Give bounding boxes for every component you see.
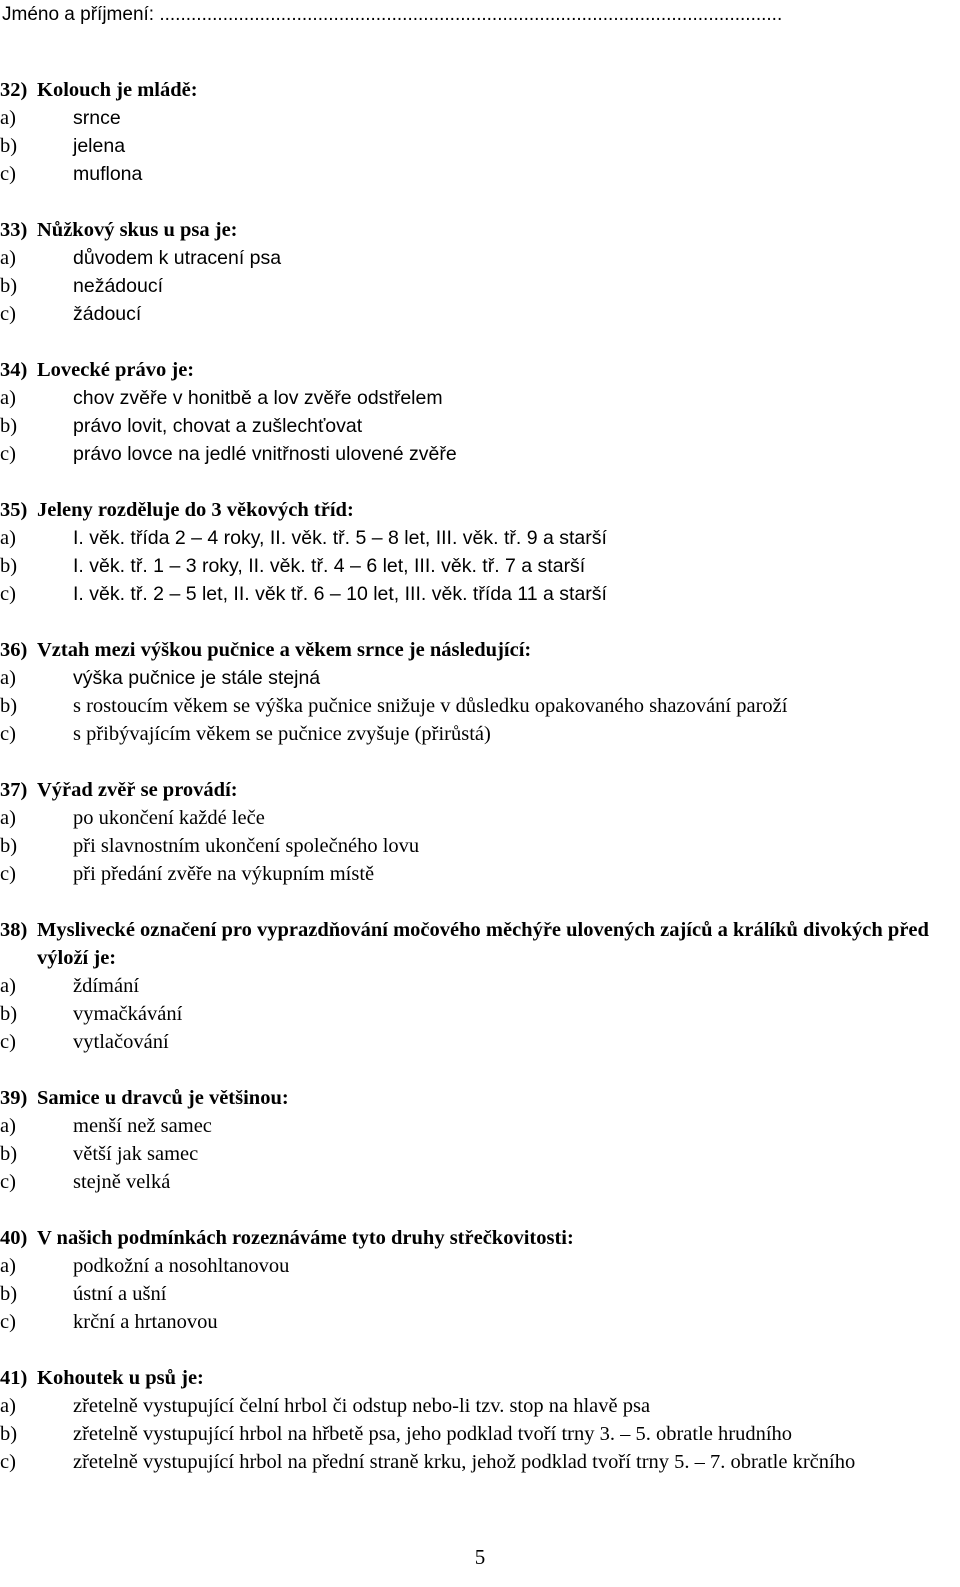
option-text: stejně velká [73,1171,171,1193]
question-title [0,356,958,384]
option-text: I. věk. třída 2 – 4 roky, II. věk. tř. 5 – 8 let, III. věk. tř. 9 a starší [73,527,607,549]
option-letter: c) [0,443,16,465]
question-text: Jeleny rozděluje do 3 věkových tříd: [37,499,354,521]
answer-option [0,832,958,860]
option-letter: b) [0,1003,18,1025]
answer-option [0,1000,958,1028]
option-text: I. věk. tř. 1 – 3 roky, II. věk. tř. 4 – 6 let, III. věk. tř. 7 a starší [73,555,586,577]
answer-option [0,1140,958,1168]
option-text: jelena [73,135,126,157]
answer-option [0,300,958,328]
name-field-label: Jméno a příjmení: ...................................................................................................................... [2,4,783,25]
option-text: ždímání [73,975,140,997]
option-letter: a) [0,975,16,997]
option-text: zřetelně vystupující čelní hrbol či odstup nebo-li tzv. stop na hlavě psa [73,1395,651,1417]
option-letter: c) [0,863,16,885]
option-text: muflona [73,163,143,185]
answer-option [0,1028,958,1056]
option-letter: b) [0,135,18,157]
option-letter: b) [0,1423,18,1445]
option-text: při předání zvěře na výkupním místě [73,863,375,885]
option-text: výška pučnice je stále stejná [73,667,321,689]
option-text: důvodem k utracení psa [73,247,282,269]
answer-option [0,1308,958,1336]
answer-option [0,440,958,468]
question-list [0,76,958,1504]
question-number: 37) [0,779,28,801]
option-letter: a) [0,247,16,269]
question-number: 41) [0,1367,28,1389]
question-number: 32) [0,79,28,101]
question-text: Výřad zvěř se provádí: [37,779,238,801]
option-letter: c) [0,1451,16,1473]
option-text: vytlačování [73,1031,169,1053]
question-number: 40) [0,1227,28,1249]
question-block [0,636,958,748]
question-text: Nůžkový skus u psa je: [37,219,238,241]
question-number: 39) [0,1087,28,1109]
question-block [0,916,958,1056]
question-text: Kolouch je mládě: [37,79,198,101]
question-title [0,1084,958,1112]
option-text: nežádoucí [73,275,163,297]
answer-option [0,972,958,1000]
option-letter: c) [0,723,16,745]
answer-option [0,1112,958,1140]
option-letter: b) [0,1143,18,1165]
answer-option [0,1448,958,1476]
question-block [0,76,958,188]
answer-option [0,580,958,608]
option-letter: c) [0,1311,16,1333]
question-title [0,496,958,524]
answer-option [0,524,958,552]
option-text: podkožní a nosohltanovou [73,1255,290,1277]
question-block [0,1084,958,1196]
question-number: 35) [0,499,28,521]
answer-option [0,1392,958,1420]
question-number: 33) [0,219,28,241]
option-text: větší jak samec [73,1143,199,1165]
question-text: Samice u dravců je většinou: [37,1087,289,1109]
option-letter: a) [0,667,16,689]
option-text: právo lovit, chovat a zušlechťovat [73,415,363,437]
option-text: chov zvěře v honitbě a lov zvěře odstřelem [73,387,443,409]
option-letter: a) [0,527,16,549]
option-letter: b) [0,555,18,577]
option-text: s přibývajícím věkem se pučnice zvyšuje (přirůstá) [73,723,491,745]
answer-option [0,412,958,440]
option-letter: a) [0,1395,16,1417]
question-block [0,776,958,888]
answer-option [0,160,958,188]
option-text: zřetelně vystupující hrbol na hřbetě psa, jeho podklad tvoří trny 3. – 5. obratle hrudního [73,1423,793,1445]
option-text: I. věk. tř. 2 – 5 let, II. věk tř. 6 – 10 let, III. věk. třída 11 a starší [73,583,607,605]
question-text: Lovecké právo je: [37,359,195,381]
question-title [0,1364,958,1392]
question-title [0,216,958,244]
option-letter: c) [0,1171,16,1193]
answer-option [0,1252,958,1280]
option-text: ústní a ušní [73,1283,167,1305]
answer-option [0,1280,958,1308]
question-block [0,216,958,328]
answer-option [0,804,958,832]
option-letter: b) [0,1283,18,1305]
option-text: srnce [73,107,121,129]
answer-option [0,552,958,580]
answer-option [0,244,958,272]
answer-option [0,664,958,692]
question-text: V našich podmínkách rozeznáváme tyto druhy střečkovitosti: [37,1227,574,1249]
option-text: krční a hrtanovou [73,1311,218,1333]
page-number: 5 [474,1545,486,1569]
question-number: 34) [0,359,28,381]
answer-option [0,720,958,748]
question-title [0,776,958,804]
answer-option [0,272,958,300]
option-letter: c) [0,1031,16,1053]
question-number: 36) [0,639,28,661]
answer-option [0,104,958,132]
option-text: zřetelně vystupující hrbol na přední straně krku, jehož podklad tvoří trny 5. – 7. obratle krčního [73,1451,856,1473]
option-text: právo lovce na jedlé vnitřnosti ulovené zvěře [73,443,457,465]
question-title [0,636,958,664]
option-text: menší než samec [73,1115,212,1137]
question-title [0,916,958,972]
option-text: vymačkávání [73,1003,183,1025]
question-block [0,356,958,468]
answer-option [0,384,958,412]
question-block [0,1364,958,1476]
option-letter: c) [0,303,16,325]
answer-option [0,1168,958,1196]
question-number: 38) [0,919,28,941]
option-letter: a) [0,387,16,409]
option-text: žádoucí [73,303,142,325]
option-letter: b) [0,695,18,717]
question-text: Vztah mezi výškou pučnice a věkem srnce je následující: [37,639,532,661]
question-title [0,76,958,104]
option-text: po ukončení každé leče [73,807,265,829]
option-letter: b) [0,415,18,437]
option-letter: a) [0,107,16,129]
option-text: s rostoucím věkem se výška pučnice snižuje v důsledku opakovaného shazování paroží [73,695,788,717]
answer-option [0,692,958,720]
question-title [0,1224,958,1252]
option-letter: c) [0,163,16,185]
option-text: při slavnostním ukončení společného lovu [73,835,420,857]
question-block [0,496,958,608]
answer-option [0,860,958,888]
option-letter: c) [0,583,16,605]
option-letter: a) [0,1115,16,1137]
option-letter: a) [0,1255,16,1277]
option-letter: b) [0,275,18,297]
question-text: Myslivecké označení pro vyprazdňování močového měchýře ulovených zajíců a králíků divokých před výloží je: [37,919,929,969]
option-letter: b) [0,835,18,857]
answer-option [0,1420,958,1448]
answer-option [0,132,958,160]
question-text: Kohoutek u psů je: [37,1367,204,1389]
option-letter: a) [0,807,16,829]
question-block [0,1224,958,1336]
